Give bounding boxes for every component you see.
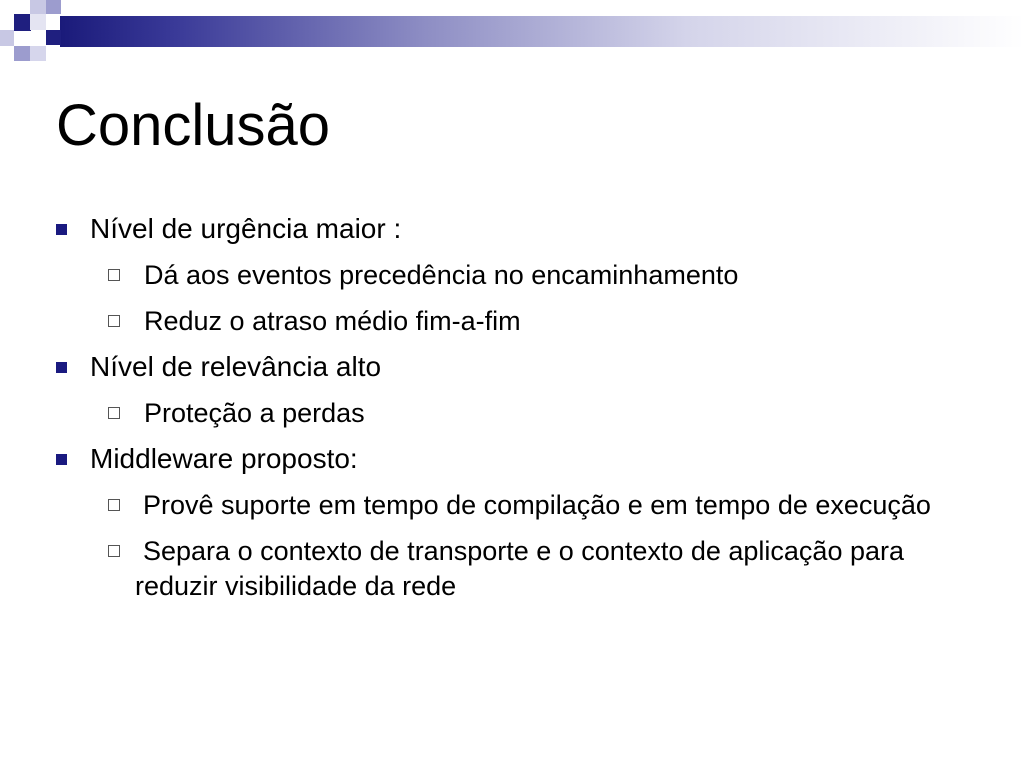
header-square-decoration: [46, 0, 61, 14]
header-square-decoration: [14, 14, 31, 31]
square-bullet-icon: [56, 362, 67, 373]
square-bullet-icon: [56, 224, 67, 235]
bullet-list: [52, 212, 972, 615]
list-item-text: Nível de urgência maior :: [90, 213, 402, 244]
list-item: [52, 442, 972, 475]
header-square-decoration: [30, 0, 46, 14]
hollow-square-bullet-icon: [108, 407, 120, 419]
sub-list-item-text: Separa o contexto de transporte e o contexto de aplicação para reduzir visibilidade da rede: [135, 536, 905, 601]
sub-list-item-text: Provê suporte em tempo de compilação e em tempo de execução: [143, 490, 931, 520]
sub-list-item-text: Reduz o atraso médio fim-a-fim: [144, 306, 521, 336]
sub-list-item: [52, 488, 972, 523]
hollow-square-bullet-icon: [108, 499, 120, 511]
header-square-decoration: [14, 46, 31, 61]
sub-list-item-text: Dá aos eventos precedência no encaminhamento: [144, 260, 739, 290]
sub-list-item: [52, 534, 972, 604]
list-item-text: Nível de relevância alto: [90, 351, 382, 382]
sub-list-item: [52, 304, 972, 339]
square-bullet-icon: [56, 454, 67, 465]
sub-list-item: [52, 258, 972, 293]
list-item: [52, 212, 972, 245]
hollow-square-bullet-icon: [108, 545, 120, 557]
header-square-decoration: [46, 30, 61, 45]
header-square-decoration: [30, 46, 46, 61]
hollow-square-bullet-icon: [108, 269, 120, 281]
sub-list-item: [52, 396, 972, 431]
hollow-square-bullet-icon: [108, 315, 120, 327]
sub-list-item-text: Proteção a perdas: [144, 398, 365, 428]
header-gradient-bar: [60, 16, 1024, 47]
header-square-decoration: [0, 30, 14, 46]
header-square-decoration: [30, 14, 46, 30]
slide-title: Conclusão: [56, 93, 331, 158]
list-item: [52, 350, 972, 383]
list-item-text: Middleware proposto:: [90, 443, 358, 474]
